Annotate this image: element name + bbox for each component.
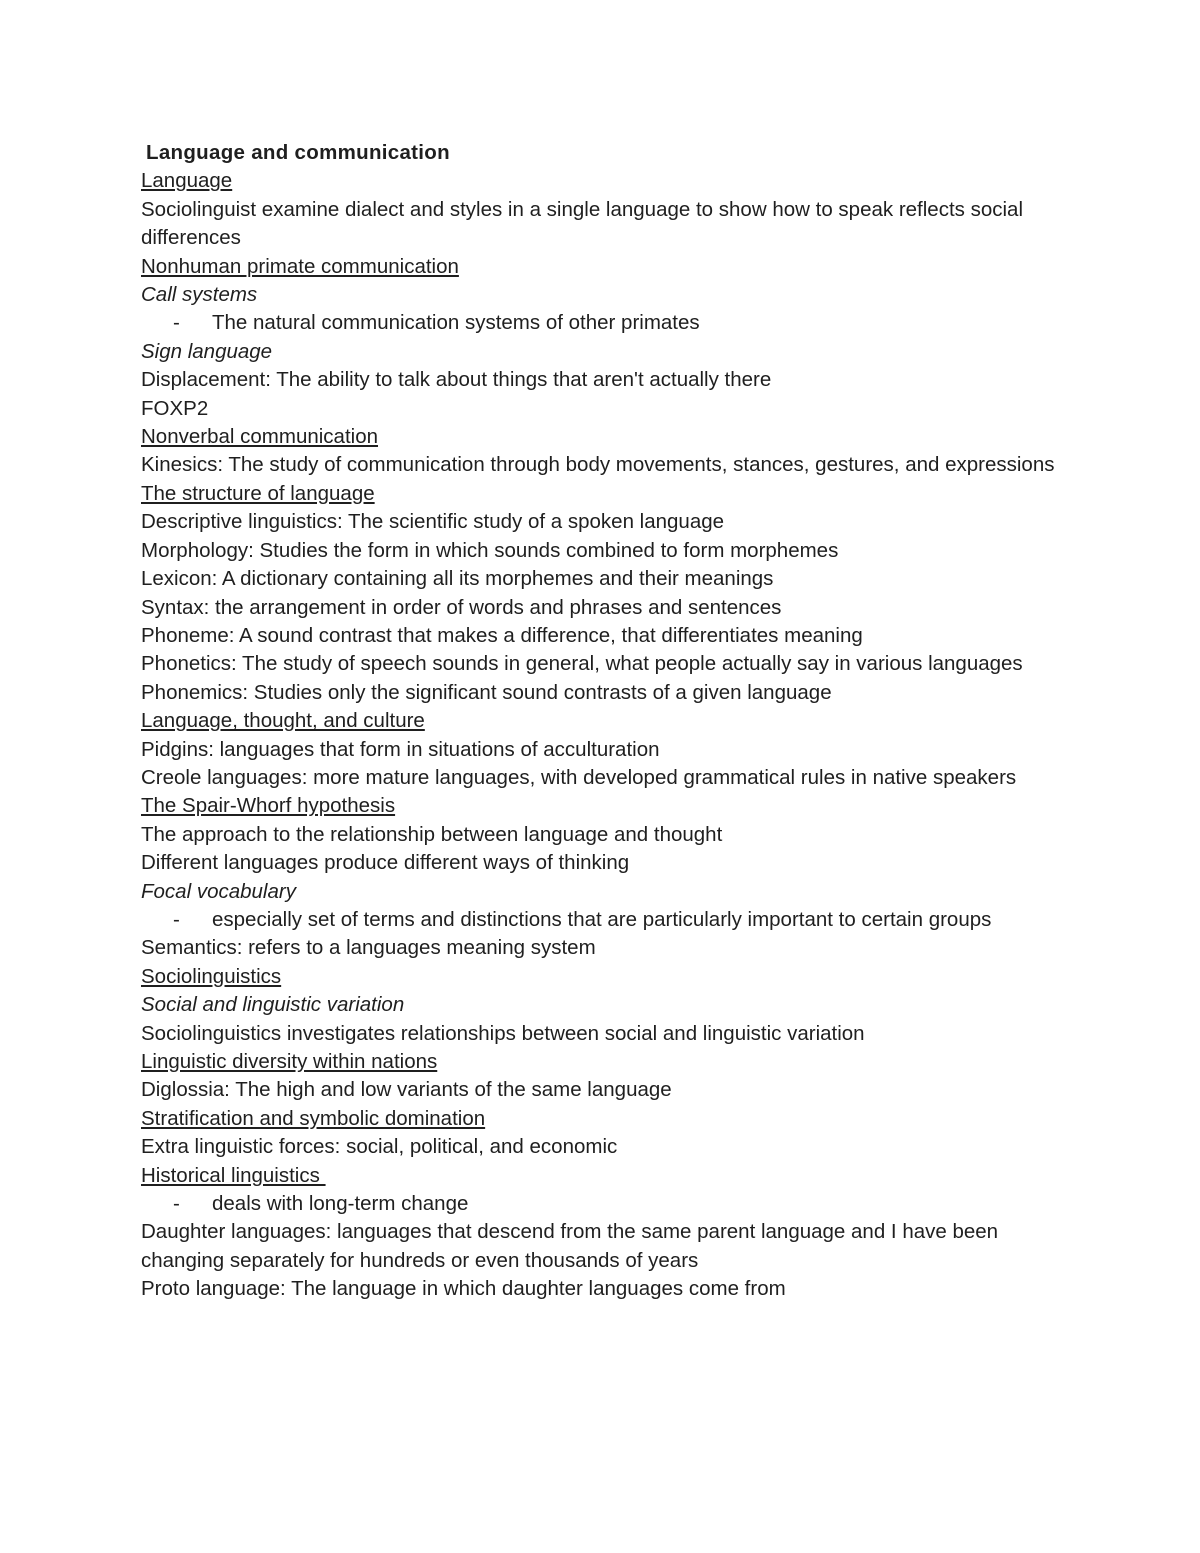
bullet-item [141, 1190, 1081, 1218]
subheading: Social and linguistic variation [141, 993, 405, 1017]
text-line: Lexicon: A dictionary containing all its morphemes and their meanings [141, 567, 774, 591]
text-line: Daughter languages: languages that descend from the same parent language and I have been changing separately for hundreds or even thousands of years [141, 1220, 1004, 1272]
text-line: Different languages produce different ways of thinking [141, 851, 630, 875]
section-heading: Language, thought, and culture [141, 709, 425, 733]
text-line: Semantics: refers to a languages meaning system [141, 936, 596, 960]
text-line: Sociolinguistics investigates relationships between social and linguistic variation [141, 1021, 865, 1045]
text-line: Sociolinguist examine dialect and styles in a single language to show how to speak reflects social differences [141, 197, 1029, 250]
document-page [141, 139, 1081, 1304]
bullet-text: The natural communication systems of other primates [212, 311, 700, 335]
subheading: Focal vocabulary [141, 879, 296, 903]
text-line: Displacement: The ability to talk about things that aren't actually there [141, 368, 772, 392]
document-title: Language and communication [146, 141, 450, 164]
text-line: Morphology: Studies the form in which sounds combined to form morphemes [141, 538, 839, 562]
text-line: Kinesics: The study of communication through body movements, stances, gestures, and expressions [141, 453, 1055, 477]
section-heading: Language [141, 169, 233, 193]
bullet-text: deals with long-term change [212, 1192, 469, 1216]
text-line: Phonemics: Studies only the significant sound contrasts of a given language [141, 680, 832, 704]
text-line: Syntax: the arrangement in order of words and phrases and sentences [141, 595, 782, 619]
section-heading: Nonverbal communication [141, 425, 379, 449]
text-line: Phoneme: A sound contrast that makes a difference, that differentiates meaning [141, 623, 863, 647]
bullet-item [141, 906, 1081, 934]
subheading: Call systems [141, 283, 258, 307]
section-heading: The structure of language [141, 481, 375, 505]
section-heading: Historical linguistics [141, 1163, 326, 1187]
bullet-marker: - [173, 1192, 180, 1216]
bullet-marker: - [173, 311, 180, 335]
section-heading: Linguistic diversity within nations [141, 1050, 438, 1073]
text-line: The approach to the relationship between language and thought [141, 822, 723, 846]
text-line: Phonetics: The study of speech sounds in general, what people actually say in various languages [141, 652, 1023, 676]
text-line: Descriptive linguistics: The scientific study of a spoken language [141, 510, 725, 534]
bullet-marker: - [173, 907, 180, 931]
section-heading: Stratification and symbolic domination [141, 1106, 486, 1130]
text-line: Pidgins: languages that form in situations of acculturation [141, 737, 660, 761]
bullet-item [141, 309, 1081, 337]
text-line: FOXP2 [141, 396, 209, 420]
subheading: Sign language [141, 339, 273, 363]
document-body [141, 167, 1081, 1303]
bullet-text: especially set of terms and distinctions that are particularly important to certain groups [212, 907, 992, 931]
text-line: Extra linguistic forces: social, political, and economic [141, 1135, 618, 1159]
text-line: Creole languages: more mature languages, with developed grammatical rules in native speakers [141, 765, 1017, 789]
text-line: Diglossia: The high and low variants of the same language [141, 1078, 672, 1102]
section-heading: Sociolinguistics [141, 964, 282, 988]
section-heading: Nonhuman primate communication [141, 254, 459, 278]
text-line: Proto language: The language in which daughter languages come from [141, 1277, 786, 1301]
section-heading: The Spair-Whorf hypothesis [141, 794, 396, 818]
